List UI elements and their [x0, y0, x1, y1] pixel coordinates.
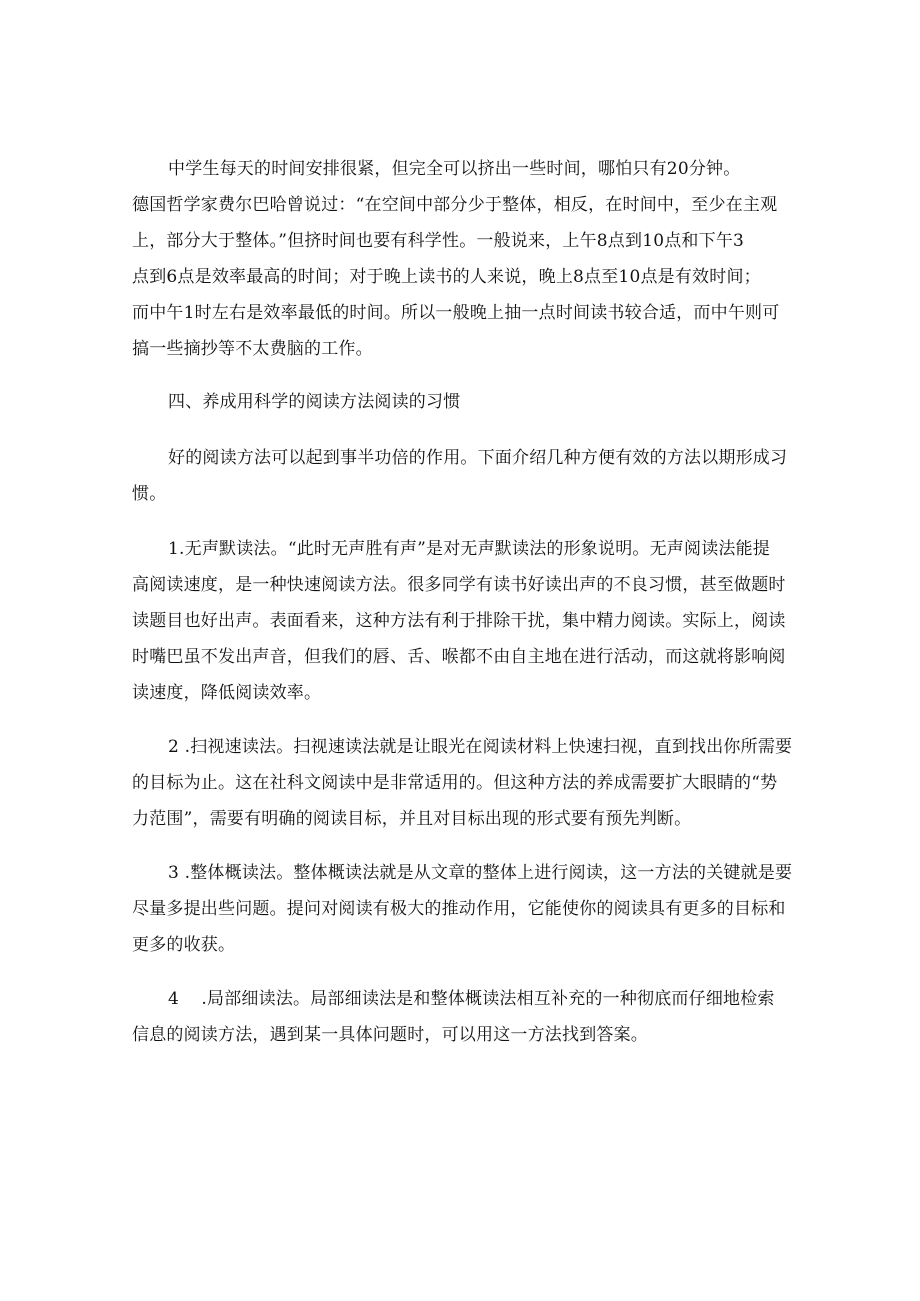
paragraph-line: 4 .局部细读法。局部细读法是和整体概读法相互补充的一种彻底而仔细地检索	[168, 989, 775, 1009]
paragraph-line: 1.无声默读法。“此时无声胜有声”是对无声默读法的形象说明。无声阅读法能提	[168, 539, 770, 559]
paragraph-line: 而中午1时左右是效率最低的时间。所以一般晚上抽一点时间读书较合适，而中午则可	[132, 303, 780, 323]
paragraph-line: 的目标为止。这在社科文阅读中是非常适用的。但这种方法的养成需要扩大眼睛的“势	[132, 773, 778, 793]
paragraph-line: 高阅读速度，是一种快速阅读方法。很多同学有读书好读出声的不良习惯，甚至做题时	[132, 575, 786, 595]
paragraph-line: 尽量多提出些问题。提问对阅读有极大的推动作用，它能使你的阅读具有更多的目标和	[132, 899, 786, 919]
paragraph-line: 中学生每天的时间安排很紧，但完全可以挤出一些时间，哪怕只有20分钟。	[168, 159, 741, 179]
paragraph-line: 搞一些摘抄等不太费脑的工作。	[132, 339, 373, 359]
paragraph-line: 力范围”，需要有明确的阅读目标，并且对目标出现的形式要有预先判断。	[132, 809, 692, 829]
paragraph-line: 好的阅读方法可以起到事半功倍的作用。下面介绍几种方便有效的方法以期形成习	[168, 448, 788, 468]
paragraph-line: 德国哲学家费尔巴哈曾说过：“在空间中部分少于整体，相反，在时间中，至少在主观	[132, 195, 778, 215]
paragraph-line: 惯。	[132, 484, 167, 504]
paragraph-line: 上，部分大于整体。”但挤时间也要有科学性。一般说来，上午8点到10点和下午3	[132, 231, 745, 251]
paragraph-line: 3 .整体概读法。整体概读法就是从文章的整体上进行阅读，这一方法的关键就是要	[168, 863, 793, 883]
paragraph-line: 信息的阅读方法，遇到某一具体问题时，可以用这一方法找到答案。	[132, 1025, 648, 1045]
paragraph-line: 读题目也好出声。表面看来，这种方法有利于排除干扰，集中精力阅读。实际上，阅读	[132, 611, 786, 631]
paragraph-line: 2 .扫视速读法。扫视速读法就是让眼光在阅读材料上快速扫视，直到找出你所需要	[168, 737, 793, 757]
paragraph-line: 更多的收获。	[132, 935, 236, 955]
section-heading: 四、养成用科学的阅读方法阅读的习惯	[168, 392, 461, 412]
paragraph-line: 读速度，降低阅读效率。	[132, 683, 322, 703]
paragraph-line: 时嘴巴虽不发出声音，但我们的唇、舌、喉都不由自主地在进行活动，而这就将影响阅	[132, 647, 786, 667]
paragraph-line: 点到6点是效率最高的时间；对于晚上读书的人来说，晚上8点至10点是有效时间；	[132, 267, 761, 287]
